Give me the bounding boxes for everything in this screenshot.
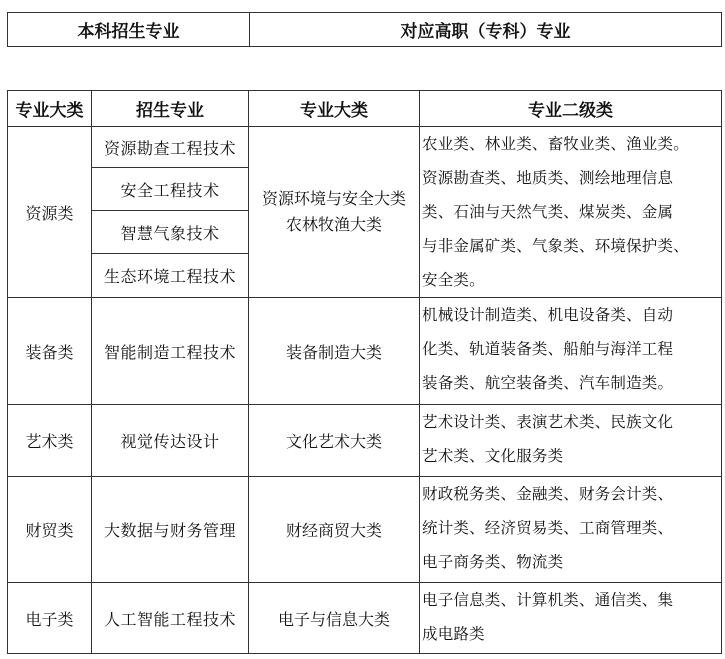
- table-row: [8, 298, 722, 405]
- vocational-category-cell: 财经商贸大类: [249, 477, 420, 583]
- table-row: [8, 477, 722, 583]
- subcategory-cell: [420, 298, 722, 405]
- category-cell: 财贸类: [8, 477, 92, 583]
- major-cell: 安全工程技术: [92, 168, 249, 211]
- subcategory-line: 财政税务类、金融类、财务会计类、: [422, 485, 674, 503]
- subcategory-line: 与非金属矿类、气象类、环境保护类、: [422, 237, 689, 255]
- header-undergrad-majors: 本科招生专业: [8, 13, 250, 47]
- subcategory-cell: [420, 583, 722, 654]
- subcategory-line: 成电路类: [422, 625, 485, 643]
- subcategory-line: 电子信息类、计算机类、通信类、集: [422, 591, 674, 609]
- category-cell: 艺术类: [8, 405, 92, 477]
- column-header-major: 招生专业: [92, 91, 249, 127]
- major-cell: 智能制造工程技术: [92, 298, 249, 405]
- column-header-category: 专业大类: [8, 91, 92, 127]
- major-mapping-table: [7, 90, 722, 654]
- table-row: [8, 127, 722, 168]
- subcategory-line: 资源勘查类、地质类、测绘地理信息: [422, 169, 674, 187]
- subcategory-line: 安全类。: [422, 271, 485, 289]
- category-cell: 资源类: [8, 127, 92, 298]
- column-header-vocational-category: 专业大类: [249, 91, 420, 127]
- subcategory-cell: [420, 477, 722, 583]
- category-cell: 电子类: [8, 583, 92, 654]
- subcategory-line: 统计类、经济贸易类、工商管理类、: [422, 519, 674, 537]
- subcategory-line: 机械设计制造类、机电设备类、自动: [422, 306, 674, 324]
- major-cell: 智慧气象技术: [92, 211, 249, 253]
- subcategory-line: 农业类、林业类、畜牧业类、渔业类。: [422, 135, 689, 153]
- vocational-category-cell: 文化艺术大类: [249, 405, 420, 477]
- header-table: [7, 12, 722, 47]
- header-vocational-majors: 对应高职（专科）专业: [250, 13, 722, 47]
- vocational-category-cell: 电子与信息大类: [249, 583, 420, 654]
- subcategory-line: 艺术设计类、表演艺术类、民族文化: [422, 413, 674, 431]
- column-header-subcategory: 专业二级类: [420, 91, 722, 127]
- vocational-category-cell: 装备制造大类: [249, 298, 420, 405]
- column-header-row: [8, 91, 722, 127]
- table-row: [8, 583, 722, 654]
- major-cell: 生态环境工程技术: [92, 253, 249, 297]
- subcategory-line: 电子商务类、物流类: [422, 553, 564, 571]
- major-cell: 大数据与财务管理: [92, 477, 249, 583]
- table-row: [8, 405, 722, 477]
- subcategory-line: 类、石油与天然气类、煤炭类、金属: [422, 203, 674, 221]
- vocational-category-line: 农林牧渔大类: [285, 215, 382, 234]
- vocational-category-cell: [249, 127, 420, 298]
- major-cell: 资源勘查工程技术: [92, 127, 249, 168]
- subcategory-cell: [420, 127, 722, 298]
- subcategory-line: 艺术类、文化服务类: [422, 447, 564, 465]
- header-row: [8, 13, 722, 47]
- category-cell: 装备类: [8, 298, 92, 405]
- subcategory-line: 装备类、航空装备类、汽车制造类。: [422, 374, 674, 392]
- major-cell: 人工智能工程技术: [92, 583, 249, 654]
- major-cell: 视觉传达设计: [92, 405, 249, 477]
- vocational-category-line: 资源环境与安全大类: [261, 189, 406, 208]
- subcategory-line: 化类、轨道装备类、船舶与海洋工程: [422, 340, 674, 358]
- subcategory-cell: [420, 405, 722, 477]
